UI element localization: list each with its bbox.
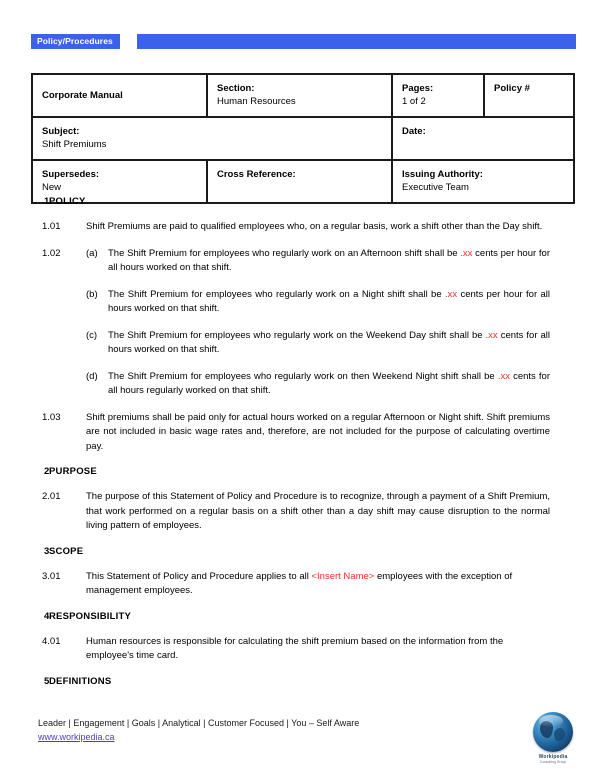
placeholder-insert-name: <Insert Name> (311, 570, 375, 582)
section-title: SCOPE (49, 545, 84, 557)
policy-number-label: Policy # (494, 83, 530, 94)
clause-1-02 (0, 247, 600, 399)
cell-section (208, 75, 393, 116)
policy-procedures-tab: Policy/Procedures (31, 34, 120, 49)
clause-4-01 (0, 635, 600, 664)
clause-text: Human resources is responsible for calculating the shift premium based on the information from the employee's time card. (86, 635, 504, 661)
item-a-text-part2: cents per hour for all hours worked on that shift. (108, 247, 550, 273)
list-item-d (86, 370, 574, 399)
header-accent-bar (137, 34, 576, 49)
placeholder-value-c: .xx (485, 329, 498, 341)
item-c-text-part2: cents for all hours worked on that shift. (108, 329, 550, 355)
logo-name-text: Workipedia (538, 754, 568, 760)
section-number: 5 (44, 675, 50, 687)
list-item-text (108, 288, 574, 317)
placeholder-value-b: .xx (444, 288, 458, 300)
globe-icon (533, 712, 573, 752)
list-item-label: (b) (86, 288, 98, 300)
clause-301-part1: This Statement of Policy and Procedure applies to all (86, 570, 312, 582)
list-item-text (108, 329, 574, 358)
placeholder-value-a: .xx (460, 247, 473, 259)
item-b-text-part2: cents per hour for all hours worked on that shift. (108, 288, 550, 314)
section-number: 3 (44, 545, 50, 557)
issuing-authority-value: Executive Team (402, 182, 469, 193)
table-row (33, 116, 573, 159)
date-label: Date: (402, 126, 426, 137)
clause-2-01 (0, 490, 600, 534)
section-title: RESPONSIBILITY (49, 610, 131, 622)
clause-number: 1.01 (42, 221, 61, 232)
section-heading-definitions (0, 676, 600, 687)
policy-header-table (31, 73, 575, 204)
logo-subtitle-text: Consulting Group (539, 760, 567, 764)
section-heading-policy (0, 196, 600, 207)
clause-number: 1.03 (42, 411, 61, 423)
clause-number: 3.01 (42, 570, 61, 582)
clause-text: The purpose of this Statement of Policy and Procedure is to recognize, through a payment of a Shift Premium, that work performed on a regular basis on a shift other than a day shift may cause disruption to the normal living pattern of employees. (86, 491, 550, 531)
document-footer (0, 712, 600, 776)
list-item-label: (d) (86, 370, 98, 382)
item-d-text-part2: cents for all hours regularly worked on that shift. (108, 370, 550, 396)
clause-number: 4.01 (42, 635, 61, 647)
section-title: PURPOSE (49, 466, 97, 477)
item-b-text-part1: The Shift Premium for employees who regularly work on a Night shift shall be (108, 288, 445, 300)
section-title: DEFINITIONS (49, 675, 112, 687)
cell-policy-number (485, 75, 573, 116)
list-item-c (86, 329, 574, 358)
table-row (33, 75, 573, 116)
clause-text: Shift premiums shall be paid only for actual hours worked on a regular Afternoon or Night shift. Shift premiums are not included in basic wage rates and, therefore, are not included for the purpose of calculating overtime pay. (86, 411, 550, 452)
corporate-manual-label: Corporate Manual (42, 89, 123, 101)
clause-1-03 (0, 411, 600, 455)
cell-subject (33, 118, 393, 159)
footer-tagline: Leader | Engagement | Goals | Analytical | Customer Focused | You – Self Aware (38, 718, 360, 728)
footer-tagline-block (38, 716, 359, 744)
clause-301-part2: employees with the exception of management employees. (86, 570, 513, 596)
clause-3-01 (0, 570, 600, 599)
clause-text (86, 570, 574, 599)
placeholder-value-d: .xx (497, 370, 510, 382)
section-title: POLICY (49, 196, 86, 207)
list-item-label: (c) (86, 329, 98, 341)
clause-text: Shift Premiums are paid to qualified employees who, on a regular basis, work a shift other than the Day shift. (86, 221, 543, 232)
clause-sublist (86, 247, 574, 399)
section-number: 4 (44, 610, 50, 622)
document-body (0, 196, 600, 700)
pages-label: Pages: (402, 83, 434, 94)
clause-number: 2.01 (42, 491, 61, 502)
supersedes-label: Supersedes: (42, 169, 100, 180)
list-item-text (108, 370, 574, 399)
cell-pages (393, 75, 485, 116)
list-item-b (86, 288, 574, 317)
section-number: 2 (44, 466, 50, 477)
item-c-text-part1: The Shift Premium for employees who regularly work on the Weekend Day shift shall be (108, 329, 486, 341)
cell-corporate-manual (33, 75, 208, 116)
cell-date (393, 118, 573, 159)
supersedes-value: New (42, 182, 62, 193)
clause-1-01 (0, 220, 600, 235)
section-label: Section: (217, 83, 255, 94)
subject-label: Subject: (42, 126, 80, 137)
list-item-text (108, 247, 574, 276)
section-heading-purpose (0, 466, 600, 477)
workipedia-logo (529, 712, 577, 768)
clause-number: 1.02 (42, 247, 61, 259)
section-value: Human Resources (217, 96, 296, 107)
issuing-authority-label: Issuing Authority: (402, 169, 483, 180)
item-a-text-part1: The Shift Premium for employees who regularly work on an Afternoon shift shall be (108, 247, 461, 259)
section-heading-responsibility (0, 611, 600, 622)
list-item-label: (a) (86, 247, 98, 259)
pages-value: 1 of 2 (402, 96, 426, 107)
document-header-banner (0, 34, 600, 49)
globe-gloss (539, 715, 563, 727)
list-item-a (86, 247, 574, 276)
subject-value: Shift Premiums (42, 139, 107, 150)
cross-reference-label: Cross Reference: (217, 169, 296, 180)
section-heading-scope (0, 546, 600, 557)
item-d-text-part1: The Shift Premium for employees who regularly work on then Weekend Night shift shall be (108, 370, 498, 382)
section-number: 1 (44, 196, 50, 207)
footer-website-link[interactable]: www.workipedia.ca (38, 732, 115, 742)
